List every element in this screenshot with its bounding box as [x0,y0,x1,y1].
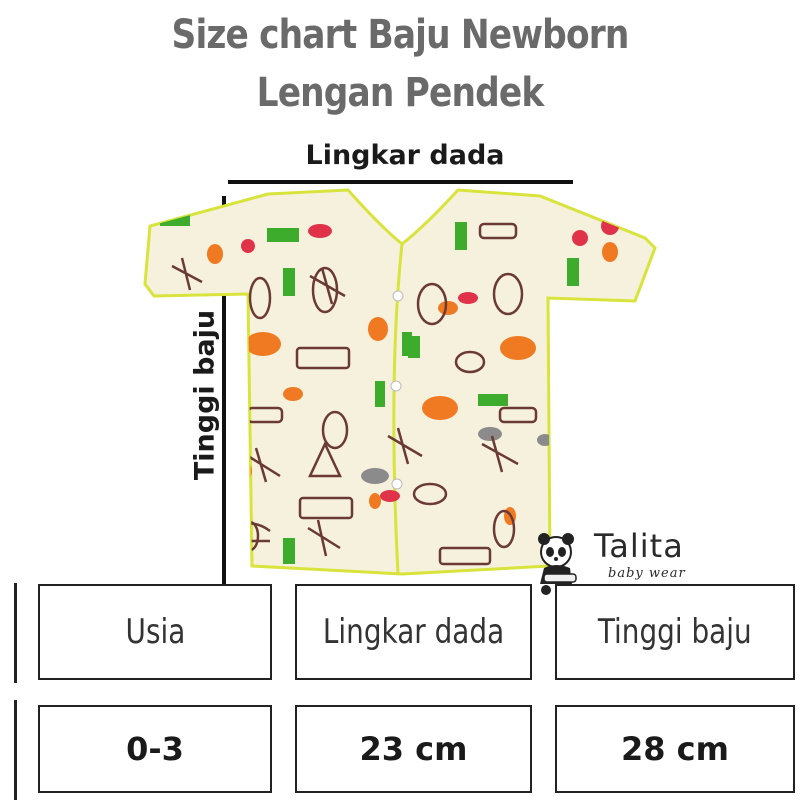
baby-shirt-image [140,186,660,576]
table-cell-height: 28 cm [555,705,795,793]
table-edge-line [14,583,17,683]
table-header-chest [295,584,532,680]
brand-tagline: baby wear [608,566,686,581]
table-header-label: Tinggi baju [598,612,752,652]
table-header-age [38,584,272,680]
page-title-line-2: Lengan Pendek [256,70,544,116]
table-cell-chest: 23 cm [295,705,532,793]
height-label: Tinggi baju [189,309,221,481]
table-edge-line [14,700,17,800]
table-header-height [555,584,795,680]
page-title-line-1: Size chart Baju Newborn [171,12,629,58]
chest-width-label: Lingkar dada [305,140,505,171]
table-cell-age: 0-3 [38,705,272,793]
table-header-label: Usia [125,612,185,652]
chest-width-measure-line [228,180,573,184]
brand-name: Talita [594,527,684,565]
table-header-label: Lingkar dada [322,612,505,652]
